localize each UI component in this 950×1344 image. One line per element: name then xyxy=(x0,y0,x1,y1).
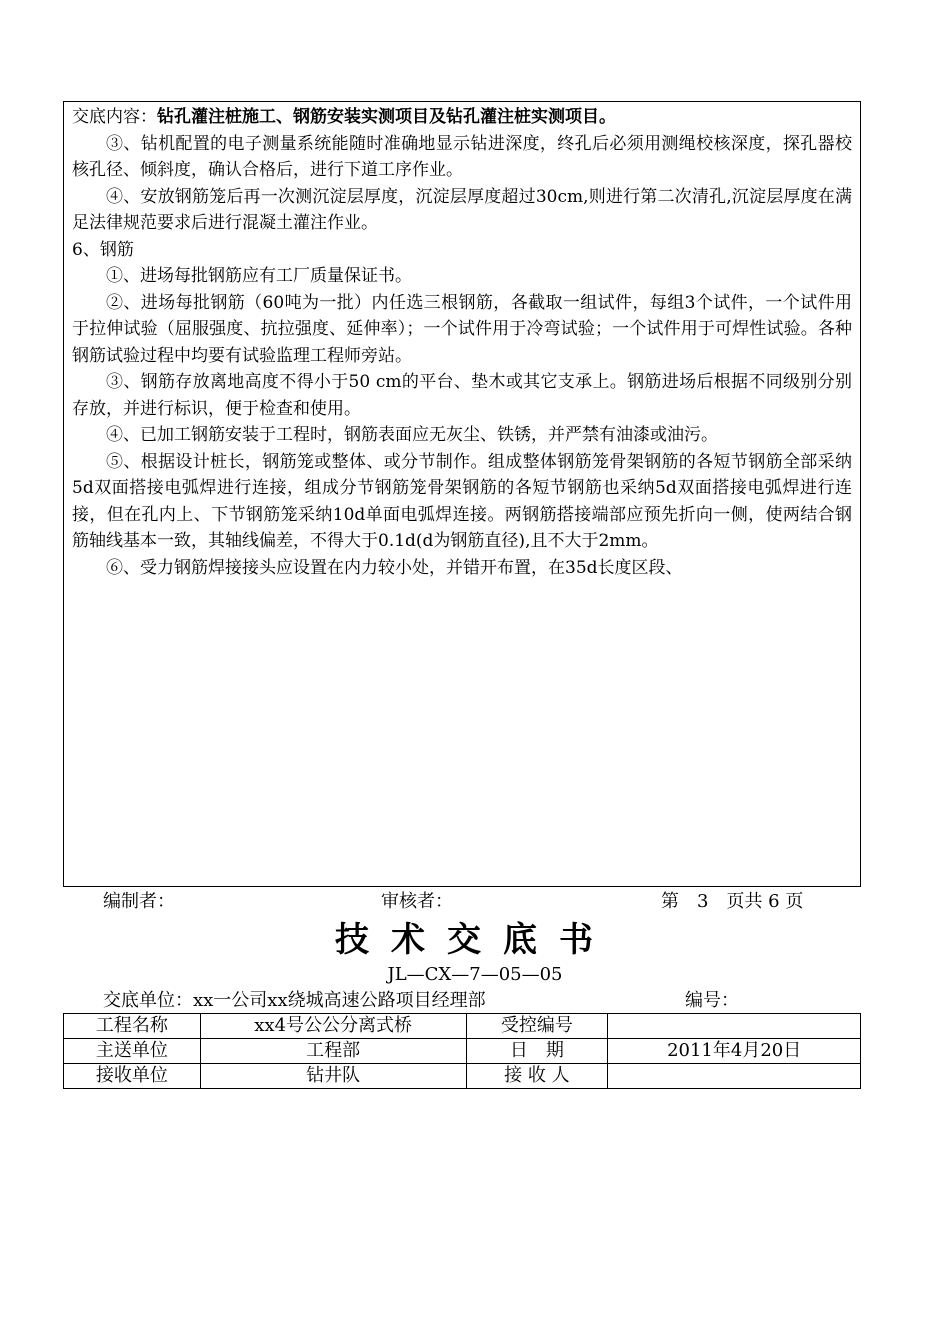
unit-row xyxy=(63,988,861,1014)
table-cell: 受控编号 xyxy=(466,1014,608,1039)
table-cell: 日 期 xyxy=(466,1039,608,1064)
table-cell: 工程名称 xyxy=(64,1014,201,1039)
table-cell: 接收单位 xyxy=(64,1064,201,1089)
paragraph: ④、已加工钢筋安装于工程时，钢筋表面应无灰尘、铁锈，并严禁有油漆或油污。 xyxy=(106,425,718,445)
reviewer-label: 审核者： xyxy=(381,891,453,912)
table-cell: 钻井队 xyxy=(200,1064,466,1089)
number-label: 编号： xyxy=(685,990,739,1011)
content-header-title: 钻孔灌注桩施工、钢筋安装实测项目及钻孔灌注桩实测项目。 xyxy=(157,107,616,127)
paragraph: ②、进场每批钢筋（60吨为一批）内任选三根钢筋，各截取一组试件，每组3个试件，一个试件用于拉伸试验（屈服强度、抗拉强度、延伸率）；一个试件用于冷弯试验；一个试件用于可焊性试验。各种钢筋试验过程中均要有试验监理工程师旁站。 xyxy=(72,292,852,366)
table-row xyxy=(64,1064,861,1089)
paragraph: ③、钻机配置的电子测量系统能随时准确地显示钻进深度，终孔后必须用测绳校核深度，探孔器校核孔径、倾斜度，确认合格后，进行下道工序作业。 xyxy=(72,133,852,180)
table-cell: 主送单位 xyxy=(64,1039,201,1064)
table-row xyxy=(64,1039,861,1064)
paragraph: ③、钢筋存放离地高度不得小于50 cm的平台、垫木或其它支承上。钢筋进场后根据不同级别分别存放，并进行标识，便于检查和使用。 xyxy=(72,372,852,419)
table-cell: xx4号公公分离式桥 xyxy=(200,1014,466,1039)
paragraph: ⑤、根据设计桩长，钢筋笼或整体、或分节制作。组成整体钢筋笼骨架钢筋的各短节钢筋全部采纳5d双面搭接电弧焊进行连接，组成分节钢筋笼骨架钢筋的各短节钢筋也采纳5d双面搭接电弧焊进行连接，但在孔内上、下节钢筋笼采纳10d单面电弧焊连接。两钢筋搭接端部应预先折向一侧，使两结合钢筋轴线基本一致，其轴线偏差，不得大于0.1d(d为钢筋直径),且不大于2mm。 xyxy=(72,451,852,551)
disclosure-content-box xyxy=(63,101,861,887)
table-cell: 接 收 人 xyxy=(466,1064,608,1089)
table-cell: 2011年4月20日 xyxy=(608,1039,861,1064)
compiler-label: 编制者： xyxy=(103,891,175,912)
content-header xyxy=(72,104,852,131)
page-number: 第 3 页共 6 页 xyxy=(661,891,804,912)
table-cell xyxy=(608,1014,861,1039)
table-cell xyxy=(608,1064,861,1089)
paragraph: ⑥、受力钢筋焊接接头应设置在内力较小处，并错开布置，在35d长度区段、 xyxy=(106,557,683,578)
paragraph: ④、安放钢筋笼后再一次测沉淀层厚度，沉淀层厚度超过30cm,则进行第二次清孔,沉淀层厚度在满足法律规范要求后进行混凝土灌注作业。 xyxy=(72,186,852,233)
signature-row xyxy=(63,889,861,915)
content-header-label: 交底内容： xyxy=(72,107,157,127)
paragraph: ①、进场每批钢筋应有工厂质量保证书。 xyxy=(106,266,412,286)
document-title: 技术交底书 xyxy=(335,920,615,960)
document-code: JL—CX—7—05—05 xyxy=(387,964,563,985)
section-heading: 6、钢筋 xyxy=(72,239,134,260)
table-row xyxy=(64,1014,861,1039)
project-info-table xyxy=(63,1013,861,1089)
table-cell: 工程部 xyxy=(200,1039,466,1064)
disclosure-unit: 交底单位：xx一公司xx绕城高速公路项目经理部 xyxy=(103,990,486,1011)
